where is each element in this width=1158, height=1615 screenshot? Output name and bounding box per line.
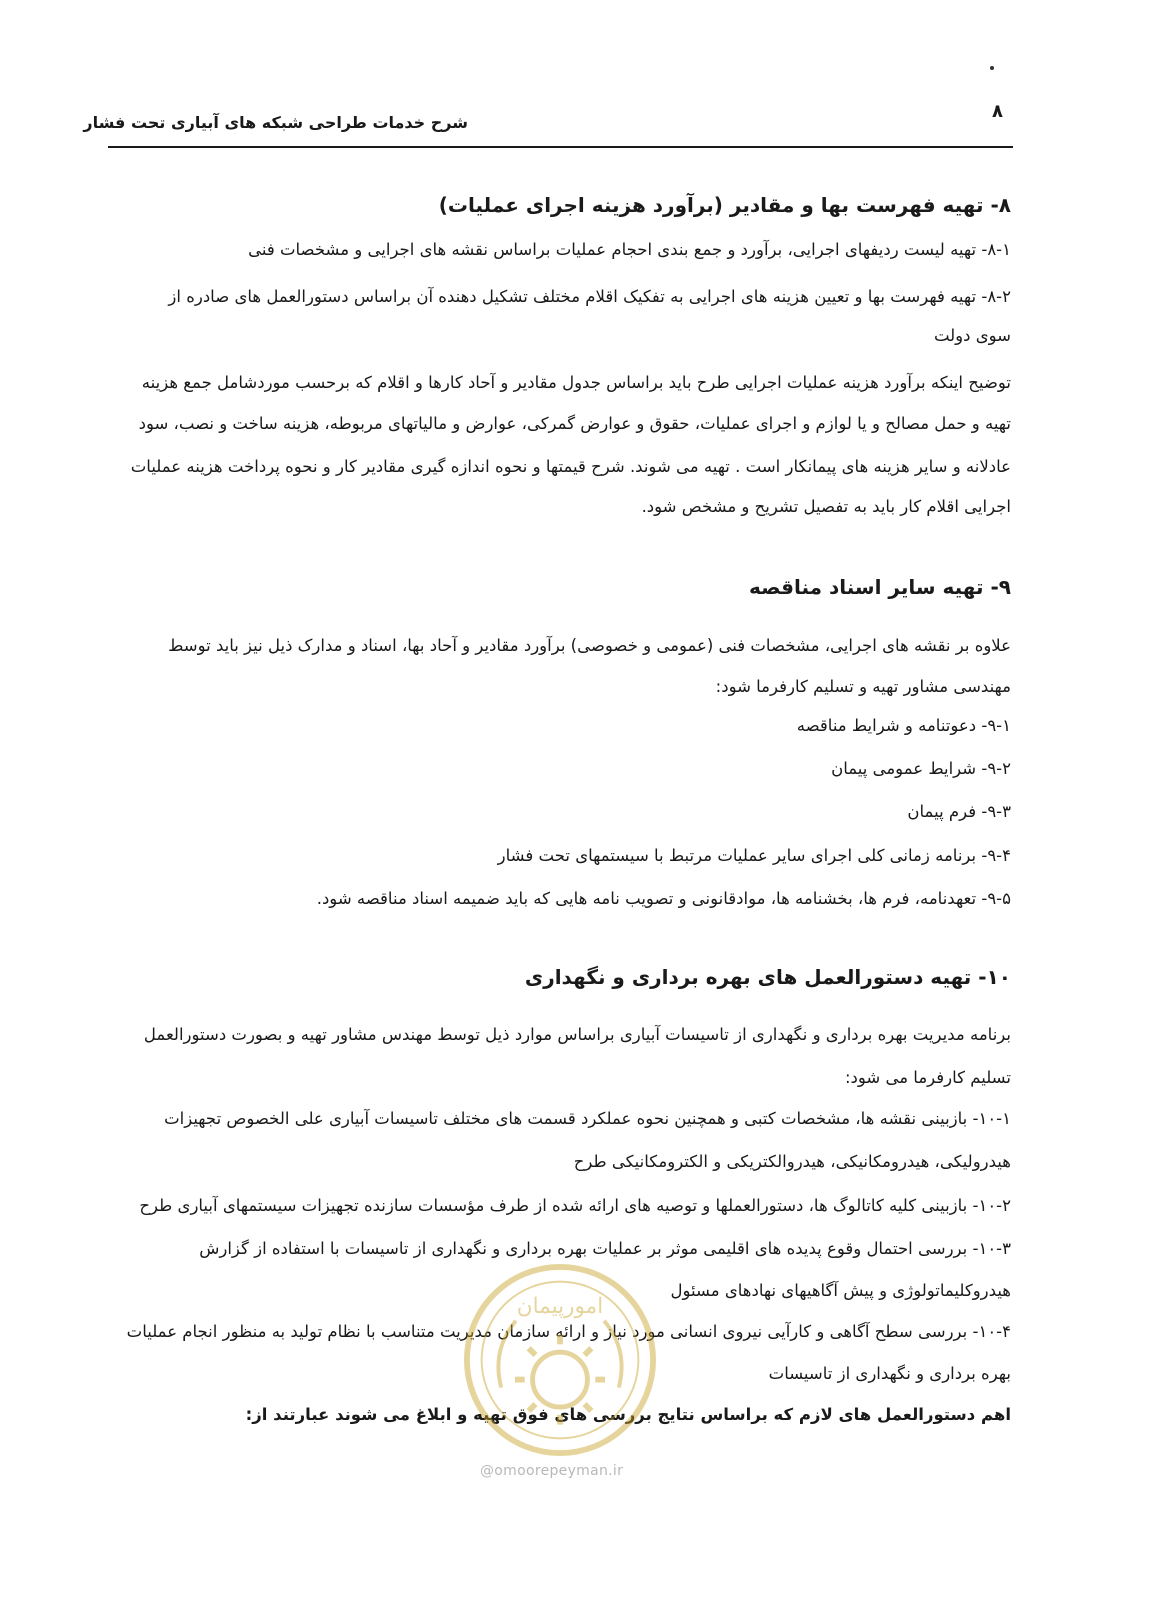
section-8-note-line-3: عادلانه و سایر هزینه های پیمانکار است . تهیه می شوند. شرح قیمتها و نحوه اندازه گیری مقادیر کار و نحوه پرداخت هزینه عملیات — [130, 457, 1011, 476]
section-8-note-line-4: اجرایی اقلام کار باید به تفصیل تشریح و مشخص شود. — [641, 497, 1011, 516]
section-8-item-2-line-1: ۸-۲- تهیه فهرست بها و تعیین هزینه های اجرایی به تفکیک اقلام مختلف تشکیل دهنده آن براساس دستورالعمل های صادره از — [168, 287, 1011, 306]
section-10-item-1-line-2: هیدرولیکی، هیدرومکانیکی، هیدروالکتریکی و الکترومکانیکی طرح — [573, 1152, 1011, 1171]
section-9-intro-line-2: مهندسی مشاور تهیه و تسلیم کارفرما شود: — [715, 677, 1011, 696]
section-10-heading: ۱۰- تهیه دستورالعمل های بهره برداری و نگهداری — [524, 965, 1011, 989]
section-8-note-line-1: توضیح اینکه برآورد هزینه عملیات اجرایی طرح باید براساس جدول مقادیر و آحاد کارها و اقلام که برحسب موردشامل جمع هزینه — [141, 373, 1011, 392]
section-9-item: ۹-۴- برنامه زمانی کلی اجرای سایر عملیات مرتبط با سیستمهای تحت فشار — [497, 846, 1011, 865]
section-10-item-3-line-2: هیدروکلیماتولوژی و پیش آگاهیهای نهادهای مسئول — [670, 1281, 1011, 1300]
section-9-intro-line-1: علاوه بر نقشه های اجرایی، مشخصات فنی (عمومی و خصوصی) برآورد مقادیر و آحاد بها، اسناد و مدارک ذیل نیز باید توسط — [168, 636, 1011, 655]
section-9-heading: ۹- تهیه سایر اسناد مناقصه — [749, 575, 1011, 599]
section-10-item-2: ۱۰-۲- بازبینی کلیه کاتالوگ ها، دستورالعملها و توصیه های ارائه شده از طرف مؤسسات سازنده تجهیزات سیستمهای آبیاری طرح — [139, 1196, 1011, 1215]
section-10-intro-line-1: برنامه مدیریت بهره برداری و نگهداری از تاسیسات آبیاری براساس موارد ذیل توسط مهندس مشاور تهیه و بصورت دستورالعمل — [143, 1025, 1011, 1044]
section-9-item: ۹-۵- تعهدنامه، فرم ها، بخشنامه ها، موادقانونی و تصویب نامه هایی که باید ضمیمه اسناد مناقصه شود. — [316, 889, 1011, 908]
watermark-url: @omoorepeyman.ir — [480, 1463, 624, 1479]
watermark-seal-text: امورپیمان — [516, 1293, 604, 1319]
section-9-item: ۹-۲- شرایط عمومی پیمان — [831, 759, 1011, 778]
section-10-intro-line-2: تسلیم کارفرما می شود: — [844, 1068, 1011, 1087]
section-8-item-1: ۸-۱- تهیه لیست ردیفهای اجرایی، برآورد و جمع بندی احجام عملیات براساس نقشه های اجرایی و مشخصات فنی — [248, 240, 1011, 259]
watermark-seal-icon — [462, 1262, 658, 1458]
section-9-item: ۹-۱- دعوتنامه و شرایط مناقصه — [796, 716, 1011, 735]
section-10-item-4-line-1: ۱۰-۴- بررسی سطح آگاهی و کارآیی نیروی انسانی مورد نیاز و ارائه سازمان مدیریت متناسب با نظام تولید به منظور انجام عملیات — [126, 1322, 1011, 1341]
section-8-note-line-2: تهیه و حمل مصالح و یا لوازم و اجرای عملیات، حقوق و عوارض گمرکی، عوارض و مالیاتهای مربوطه، هزینه ساخت و نصب، سود — [138, 414, 1011, 433]
section-9-item: ۹-۳- فرم پیمان — [907, 802, 1011, 821]
section-10-item-1-line-1: ۱۰-۱- بازبینی نقشه ها، مشخصات کتبی و همچنین نحوه عملکرد قسمت های مختلف تاسیسات آبیاری علی الخصوص تجهیزات — [164, 1109, 1011, 1128]
section-8-heading: ۸- تهیه فهرست بها و مقادیر (برآورد هزینه اجرای عملیات) — [438, 193, 1011, 217]
section-10-item-4-line-2: بهره برداری و نگهداری از تاسیسات — [768, 1364, 1011, 1383]
running-header-title: شرح خدمات طراحی شبکه های آبیاری تحت فشار — [83, 113, 468, 132]
scan-speck — [990, 66, 994, 70]
header-rule — [108, 146, 1013, 148]
section-8-item-2-line-2: سوی دولت — [933, 326, 1011, 345]
section-10-closing: اهم دستورالعمل های لازم که براساس نتایج بررسی های فوق تهیه و ابلاغ می شوند عبارتند از: — [245, 1405, 1011, 1424]
section-10-item-3-line-1: ۱۰-۳- بررسی احتمال وقوع پدیده های اقلیمی موثر بر عملیات بهره برداری و نگهداری از تاسیسات با استفاده از گزارش — [199, 1239, 1011, 1258]
page-number: ۸ — [992, 101, 1003, 122]
